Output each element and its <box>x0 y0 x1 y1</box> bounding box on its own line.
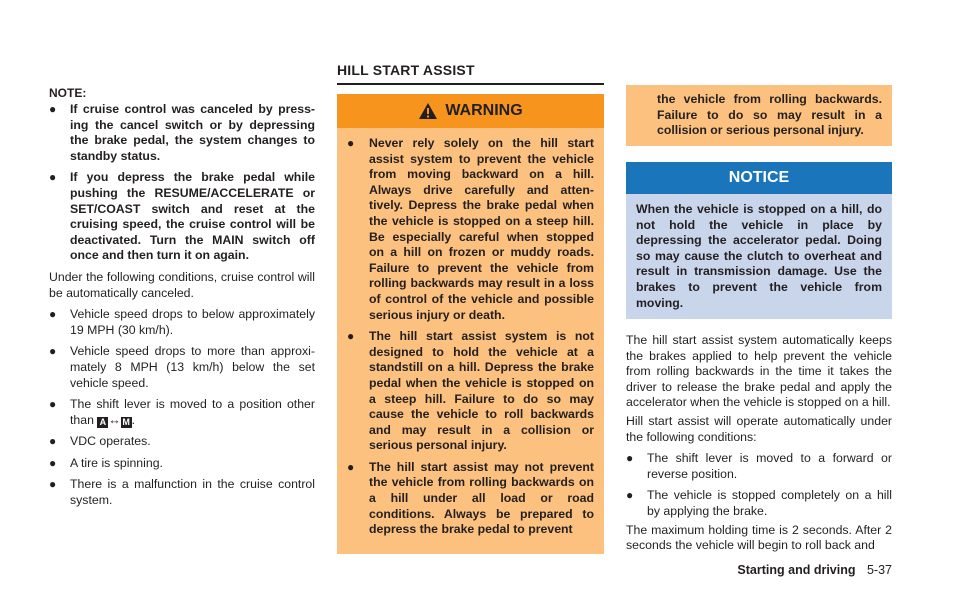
page-number: 5-37 <box>866 563 892 577</box>
warning-continued-box <box>626 85 892 146</box>
page-footer <box>737 563 892 577</box>
notice-header <box>626 162 892 194</box>
note-item: ● If you depress the brake pedal while pushing the RESUME/ACCELERATE or SET/COAST switch and reset at the cruising speed, the cruise control will be deactivated. Turn the MAIN switch off once and then turn it on again. <box>49 170 315 263</box>
warning-box <box>337 94 604 554</box>
warning-item: ● The hill start assist may not prevent the vehicle from rolling backwards on a hill under all load or road conditions. Always be prepared to depress the brake pedal to prevent <box>347 459 594 537</box>
bullet-icon: ● <box>347 459 355 474</box>
paragraph: The maximum holding time is 2 seconds. After 2 seconds the vehicle will begin to roll back and <box>626 522 892 553</box>
warning-triangle-icon <box>418 102 438 120</box>
list-item: ● The shift lever is moved to a forward or reverse position. <box>626 451 892 481</box>
list-item: ● There is a malfunction in the cruise control system. <box>49 477 315 508</box>
notice-title: NOTICE <box>728 169 790 186</box>
bullet-icon: ● <box>49 455 57 470</box>
paragraph: The hill start assist system automatically keeps the brakes applied to help prevent the vehicle from rolling backwards in the time it takes the driver to release the brake pedal and apply the accelerator when the vehicle is stopped on a hill. <box>626 333 892 410</box>
list-item: ● VDC operates. <box>49 434 151 449</box>
bullet-icon: ● <box>49 434 57 449</box>
bullet-icon: ● <box>49 307 57 322</box>
warning-item: ● The hill start assist system is not designed to hold the vehicle at a standstill on a hill. Depress the brake pedal when the vehicle is stopped on a steep hill. Failure to do so may cause the vehicle to roll backwards and may result in a collision or serious personal injury. <box>347 329 594 453</box>
note-label: NOTE: <box>49 86 87 100</box>
section-rule <box>337 83 604 85</box>
bullet-icon: ● <box>49 102 57 116</box>
bullet-icon: ● <box>626 488 634 503</box>
bullet-icon: ● <box>347 136 355 150</box>
notice-box <box>626 162 892 319</box>
bullet-icon: ● <box>49 344 57 359</box>
bullet-icon: ● <box>626 451 634 466</box>
gear-m-key-icon: M <box>122 416 130 427</box>
bullet-icon: ● <box>347 329 355 344</box>
list-item: ● The shift lever is moved to a position other than A ↔ M . <box>49 397 315 427</box>
bullet-icon: ● <box>49 477 57 492</box>
list-item: ● A tire is spinning. <box>49 455 163 470</box>
bullet-icon: ● <box>49 170 57 185</box>
footer-section: Starting and driving <box>737 563 856 577</box>
notice-text: When the vehicle is stopped on a hill, do not hold the vehicle in place by depressing the accelerator pedal. Doing so may cause the clutch to overheat and result in transmission damage. Use the brakes to prevent the vehicle from moving. <box>636 202 882 310</box>
paragraph: Hill start assist will operate automatically under the following conditions: <box>626 413 892 444</box>
double-arrow-icon: ↔ <box>108 412 121 427</box>
cancel-intro: Under the following conditions, cruise control will be automatically canceled. <box>49 269 315 300</box>
bullet-icon: ● <box>49 397 57 412</box>
warning-item: ● Never rely solely on the hill start assist system to prevent the vehicle from moving backward on a hill. Always drive carefully and atten- tively. Depress the brake pedal when the vehicle is stopped on a steep hill. Be especially careful when stopped on a hill on frozen or muddy roads. Failure to prevent the vehicle from rolling backwards may result in a loss of control of the vehicle and possible serious injury or death. <box>347 136 594 322</box>
section-title: HILL START ASSIST <box>337 62 475 78</box>
note-item: ● If cruise control was canceled by press- ing the cancel switch or by depressing the brake pedal, the system changes to standby status. <box>49 102 315 163</box>
list-item: ● The vehicle is stopped completely on a hill by applying the brake. <box>626 488 892 518</box>
gear-a-key-icon: A <box>97 417 108 428</box>
warning-title: WARNING <box>445 102 523 119</box>
warning-header <box>337 94 604 128</box>
list-item: ● Vehicle speed drops to below approximately 19 MPH (30 km/h). <box>49 307 315 337</box>
warning-continued-text: the vehicle from rolling backwards. Failure to do so may result in a collision or serious personal injury. <box>657 92 882 138</box>
list-item: ● Vehicle speed drops to more than approxi- mately 8 MPH (13 km/h) below the set vehicle speed. <box>49 344 315 390</box>
